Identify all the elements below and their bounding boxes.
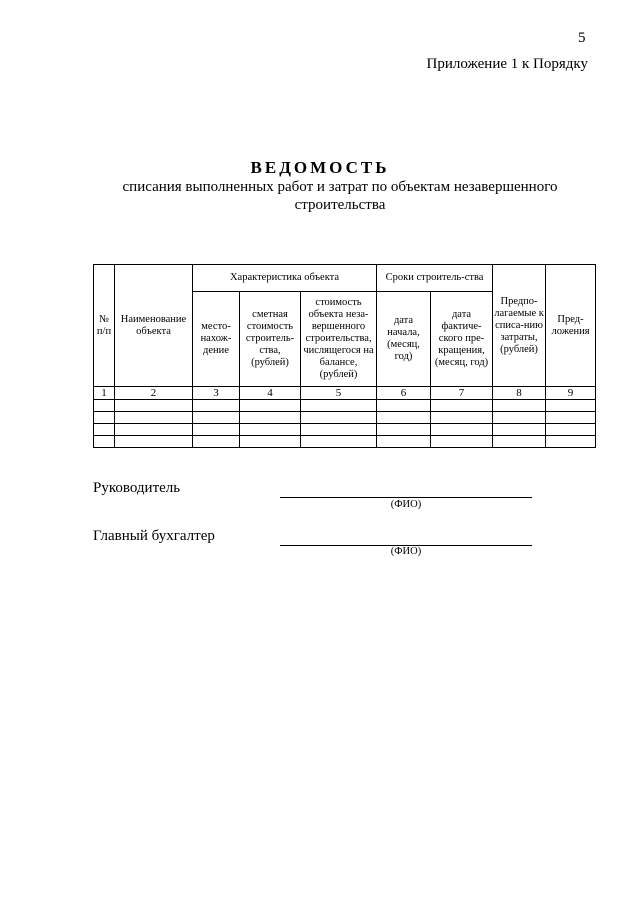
- appendix-reference: Приложение 1 к Порядку: [426, 56, 588, 72]
- page-number: 5: [578, 30, 586, 46]
- table-row: [94, 400, 596, 412]
- column-number: 3: [193, 387, 240, 400]
- table-cell[interactable]: [493, 400, 546, 412]
- table-cell[interactable]: [94, 400, 115, 412]
- table-cell[interactable]: [493, 412, 546, 424]
- table-cell[interactable]: [493, 424, 546, 436]
- document-title: ВЕДОМОСТЬ: [250, 158, 390, 177]
- table-cell[interactable]: [301, 412, 377, 424]
- table-row: [94, 412, 596, 424]
- table-cell[interactable]: [546, 400, 596, 412]
- table-cell[interactable]: [493, 436, 546, 448]
- header-object-characteristics: Характеристика объекта: [193, 265, 377, 292]
- accountant-signature-caption: (ФИО): [390, 546, 422, 557]
- column-number: 2: [115, 387, 193, 400]
- table-cell[interactable]: [301, 400, 377, 412]
- table-cell[interactable]: [193, 436, 240, 448]
- table-cell[interactable]: [240, 400, 301, 412]
- head-signature-label: Руководитель: [93, 480, 181, 496]
- table-cell[interactable]: [240, 436, 301, 448]
- table-cell[interactable]: [94, 436, 115, 448]
- header-stop-date: дата фактиче-ского пре-кращения, (месяц, год): [431, 292, 493, 387]
- header-no: № п/п: [94, 265, 115, 387]
- table-cell[interactable]: [115, 436, 193, 448]
- column-number: 4: [240, 387, 301, 400]
- document-subtitle: списания выполненных работ и затрат по объектам незавершенного строительства: [122, 179, 558, 213]
- column-number-row: [94, 387, 596, 400]
- head-signature-caption: (ФИО): [390, 499, 422, 510]
- header-proposals: Пред-ложения: [546, 265, 596, 387]
- table-cell[interactable]: [115, 400, 193, 412]
- table-row: [94, 424, 596, 436]
- table-cell[interactable]: [431, 400, 493, 412]
- table-cell[interactable]: [115, 412, 193, 424]
- header-expected-writeoff: Предпо-лагаемые к списа-нию затраты, (рублей): [493, 265, 546, 387]
- table-cell[interactable]: [94, 412, 115, 424]
- table-cell[interactable]: [546, 412, 596, 424]
- accountant-signature-label: Главный бухгалтер: [93, 528, 215, 544]
- table-cell[interactable]: [431, 436, 493, 448]
- column-number: 5: [301, 387, 377, 400]
- table-cell[interactable]: [301, 436, 377, 448]
- table-cell[interactable]: [193, 424, 240, 436]
- header-location: место-нахож-дение: [193, 292, 240, 387]
- header-construction-terms: Сроки строитель-ства: [377, 265, 493, 292]
- column-number: 6: [377, 387, 431, 400]
- table-cell[interactable]: [377, 436, 431, 448]
- column-number: 8: [493, 387, 546, 400]
- header-object-name: Наименование объекта: [115, 265, 193, 387]
- table-cell[interactable]: [240, 424, 301, 436]
- table-cell[interactable]: [431, 412, 493, 424]
- table-cell[interactable]: [546, 424, 596, 436]
- table-row: [94, 436, 596, 448]
- table-cell[interactable]: [546, 436, 596, 448]
- table-cell[interactable]: [115, 424, 193, 436]
- table-cell[interactable]: [377, 424, 431, 436]
- statement-table: [93, 264, 596, 448]
- column-number: 7: [431, 387, 493, 400]
- table-cell[interactable]: [94, 424, 115, 436]
- table-cell[interactable]: [377, 400, 431, 412]
- column-number: 1: [94, 387, 115, 400]
- table-cell[interactable]: [193, 412, 240, 424]
- table-cell[interactable]: [301, 424, 377, 436]
- column-number: 9: [546, 387, 596, 400]
- header-estimated-cost: сметная стоимость строитель-ства, (рублей): [240, 292, 301, 387]
- header-balance-cost: стоимость объекта неза-вершенного строительства, числящегося на балансе, (рублей): [301, 292, 377, 387]
- header-start-date: дата начала, (месяц, год): [377, 292, 431, 387]
- table-cell[interactable]: [240, 412, 301, 424]
- table-cell[interactable]: [377, 412, 431, 424]
- table-cell[interactable]: [193, 400, 240, 412]
- table-cell[interactable]: [431, 424, 493, 436]
- head-signature-line[interactable]: [280, 497, 532, 498]
